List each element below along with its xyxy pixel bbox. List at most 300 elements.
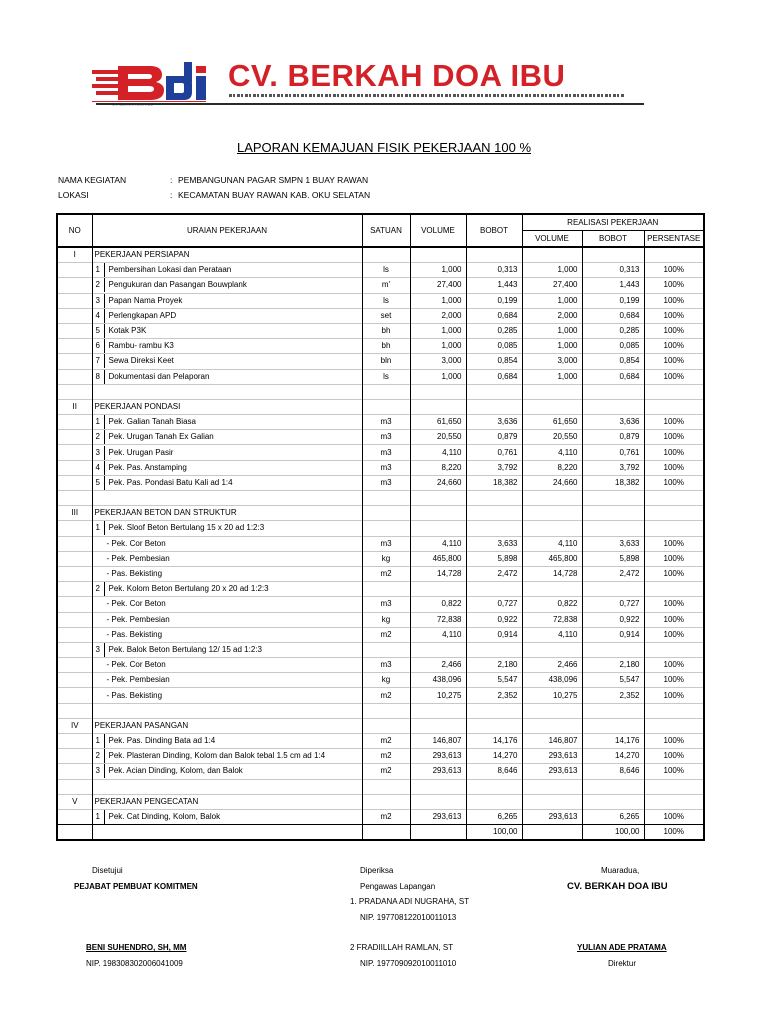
cell-real-volume: 4,110 [522,536,582,551]
header-satuan: SATUAN [362,214,410,247]
cell-persentase: 100% [644,551,704,566]
cell-satuan: kg [362,612,410,627]
cell-real-bobot: 1,443 [582,278,644,293]
cell-volume: 1,000 [410,323,466,338]
cell-volume: 3,000 [410,354,466,369]
cell-no [57,475,92,490]
cell-satuan [362,794,410,809]
cell-volume: 61,650 [410,415,466,430]
table-row [57,749,704,764]
cell-bobot: 5,547 [466,673,522,688]
item-number: 4 [95,309,105,323]
item-text: Perlengkapan APD [108,310,177,320]
cell-uraian [92,779,362,794]
cell-bobot [466,399,522,414]
cell-persentase: 100% [644,475,704,490]
cell-volume: 2,466 [410,658,466,673]
table-row [57,658,704,673]
header-volume: VOLUME [410,214,466,247]
cell-persentase: 100% [644,536,704,551]
cell-satuan: bln [362,354,410,369]
cell-persentase: 100% [644,445,704,460]
cell-bobot: 0,761 [466,445,522,460]
cell-real-volume [522,718,582,733]
cell-bobot [466,491,522,506]
table-row [57,718,704,733]
cell-no: III [57,506,92,521]
cell-real-bobot: 18,382 [582,475,644,490]
cell-persentase [644,794,704,809]
cell-uraian [92,339,362,354]
cell-uraian [92,582,362,597]
cell-persentase: 100% [644,339,704,354]
cell-persentase: 100% [644,658,704,673]
cell-uraian [92,308,362,323]
cell-persentase [644,384,704,399]
cell-no [57,734,92,749]
cell-satuan: ls [362,369,410,384]
cell-real-volume: 438,096 [522,673,582,688]
table-row [57,764,704,779]
cell-no [57,369,92,384]
cell-uraian [92,369,362,384]
table-row [57,566,704,581]
cell-satuan: m' [362,278,410,293]
item-text: Pengukuran dan Pasangan Bouwplank [108,280,247,290]
cell-satuan [362,491,410,506]
cell-uraian: - Pek. Pembesian [92,673,362,688]
item-text: Pek. Sloof Beton Bertulang 15 x 20 ad 1:2:3 [108,523,265,533]
cell-uraian: - Pas. Bekisting [92,627,362,642]
cell-no [57,536,92,551]
cell-real-volume: 8,220 [522,460,582,475]
item-number: 1 [95,415,105,429]
cell-uraian [92,521,362,536]
company-logo [92,60,212,106]
cell-persentase [644,718,704,733]
cell-volume [410,718,466,733]
cell-no [57,430,92,445]
item-text: Pek. Acian Dinding, Kolom, dan Balok [108,766,243,776]
cell-real-volume: 61,650 [522,415,582,430]
cell-uraian [92,354,362,369]
cell-real-bobot: 0,854 [582,354,644,369]
cell-uraian: PEKERJAAN BETON DAN STRUKTUR [92,506,362,521]
cell-real-bobot: 0,922 [582,612,644,627]
cell-satuan: m2 [362,734,410,749]
cell-persentase: 100% [644,263,704,278]
cell-real-volume [522,582,582,597]
cell-satuan: ls [362,293,410,308]
company-address-line [229,94,624,97]
cell-real-bobot: 5,547 [582,673,644,688]
item-text: Pek. Pas. Dinding Bata ad 1:4 [108,736,216,746]
sig-left-name: BENI SUHENDRO, SH, MM [86,943,187,952]
cell-real-bobot: 0,313 [582,263,644,278]
table-row [57,278,704,293]
item-number: 3 [95,294,105,308]
cell-bobot [466,718,522,733]
cell-volume: 20,550 [410,430,466,445]
cell-volume: 14,728 [410,566,466,581]
table-row [57,263,704,278]
cell-real-volume: 465,800 [522,551,582,566]
sig-mid-nip1: NIP. 197708122010011013 [360,913,457,922]
cell-real-volume: 2,466 [522,658,582,673]
cell-bobot: 8,646 [466,764,522,779]
cell-satuan: m3 [362,658,410,673]
header-bobot: BOBOT [466,214,522,247]
cell-persentase [644,521,704,536]
cell-bobot [466,779,522,794]
cell-satuan: m2 [362,627,410,642]
cell-real-volume: 0,822 [522,597,582,612]
item-text: Pek. Pas. Pondasi Batu Kali ad 1:4 [108,477,233,487]
item-number: 6 [95,339,105,353]
cell-satuan: bh [362,323,410,338]
cell-real-bobot [582,582,644,597]
cell-volume: 4,110 [410,627,466,642]
sig-right-title: Direktur [608,959,637,968]
cell-real-bobot: 14,176 [582,734,644,749]
cell-no [57,749,92,764]
cell-volume: 4,110 [410,536,466,551]
cell-satuan [362,399,410,414]
cell-bobot: 0,879 [466,430,522,445]
cell-persentase: 100% [644,825,704,841]
cell-no [57,779,92,794]
company-name: CV. BERKAH DOA IBU [228,58,566,93]
cell-volume [410,825,466,841]
cell-uraian: - Pas. Bekisting [92,566,362,581]
cell-bobot: 0,854 [466,354,522,369]
cell-real-bobot [582,399,644,414]
cell-persentase: 100% [644,749,704,764]
cell-uraian: PEKERJAAN PERSIAPAN [92,247,362,263]
cell-uraian [92,293,362,308]
cell-uraian [92,415,362,430]
cell-bobot [466,247,522,263]
sig-mid-role: Diperiksa [360,866,394,875]
cell-uraian: - Pek. Pembesian [92,551,362,566]
cell-uraian [92,445,362,460]
cell-no [57,491,92,506]
cell-no [57,415,92,430]
cell-real-bobot [582,247,644,263]
cell-uraian: PEKERJAAN PONDASI [92,399,362,414]
cell-real-volume [522,521,582,536]
cell-persentase [644,779,704,794]
cell-bobot: 1,443 [466,278,522,293]
cell-real-volume [522,399,582,414]
cell-real-volume: 293,613 [522,764,582,779]
cell-bobot: 2,180 [466,658,522,673]
table-row [57,323,704,338]
meta-label-lokasi: LOKASI [58,190,89,200]
meta-colon: : [170,175,173,185]
table-row [57,293,704,308]
cell-no [57,354,92,369]
cell-volume: 438,096 [410,673,466,688]
table-row [57,612,704,627]
cell-volume: 1,000 [410,339,466,354]
cell-no [57,263,92,278]
cell-volume: 1,000 [410,293,466,308]
cell-real-volume: 4,110 [522,627,582,642]
meta-colon: : [170,190,173,200]
cell-bobot: 100,00 [466,825,522,841]
cell-volume: 146,807 [410,734,466,749]
cell-real-volume: 1,000 [522,369,582,384]
cell-no [57,612,92,627]
cell-satuan [362,247,410,263]
cell-no [57,566,92,581]
cell-persentase: 100% [644,566,704,581]
cell-volume: 293,613 [410,764,466,779]
cell-real-bobot [582,521,644,536]
cell-no [57,339,92,354]
table-row [57,475,704,490]
cell-volume: 1,000 [410,369,466,384]
cell-persentase: 100% [644,673,704,688]
progress-table [56,213,705,841]
cell-real-volume [522,506,582,521]
cell-satuan [362,384,410,399]
cell-uraian: - Pek. Pembesian [92,612,362,627]
cell-bobot [466,642,522,657]
cell-persentase [644,247,704,263]
cell-satuan [362,506,410,521]
cell-persentase [644,703,704,718]
cell-bobot: 14,176 [466,734,522,749]
item-text: Pek. Cat Dinding, Kolom, Balok [108,812,221,822]
cell-persentase: 100% [644,597,704,612]
cell-persentase: 100% [644,354,704,369]
table-row [57,794,704,809]
cell-uraian [92,764,362,779]
cell-uraian [92,278,362,293]
cell-uraian: - Pek. Cor Beton [92,597,362,612]
cell-no [57,521,92,536]
item-number: 1 [95,521,105,535]
item-number: 2 [95,582,105,596]
cell-real-bobot: 5,898 [582,551,644,566]
cell-volume [410,399,466,414]
cell-no [57,627,92,642]
cell-real-volume [522,642,582,657]
cell-uraian [92,263,362,278]
cell-volume [410,794,466,809]
cell-no [57,764,92,779]
item-text: Pek. Balok Beton Bertulang 12/ 15 ad 1:2:3 [108,644,262,654]
cell-real-bobot [582,384,644,399]
item-number: 1 [95,810,105,824]
table-row [57,597,704,612]
cell-bobot: 3,636 [466,415,522,430]
table-row [57,384,704,399]
cell-uraian: PEKERJAAN PENGECATAN [92,794,362,809]
sig-right-role: Muaradua, [601,866,640,875]
cell-satuan: m3 [362,445,410,460]
table-row [57,673,704,688]
cell-uraian [92,491,362,506]
cell-bobot: 3,633 [466,536,522,551]
cell-volume: 8,220 [410,460,466,475]
table-row [57,582,704,597]
cell-bobot: 0,313 [466,263,522,278]
cell-persentase [644,491,704,506]
cell-real-volume: 1,000 [522,323,582,338]
item-number: 3 [95,643,105,657]
cell-satuan [362,521,410,536]
cell-real-bobot [582,506,644,521]
cell-real-volume: 20,550 [522,430,582,445]
cell-uraian: PEKERJAAN PASANGAN [92,718,362,733]
table-row [57,308,704,323]
cell-real-bobot: 2,180 [582,658,644,673]
cell-bobot [466,703,522,718]
cell-bobot [466,521,522,536]
item-number: 2 [95,278,105,292]
item-number: 1 [95,263,105,277]
cell-bobot: 5,898 [466,551,522,566]
cell-no [57,551,92,566]
cell-satuan: m3 [362,430,410,445]
cell-real-volume [522,247,582,263]
cell-real-bobot: 0,199 [582,293,644,308]
cell-satuan: m2 [362,749,410,764]
table-row [57,688,704,703]
cell-no [57,384,92,399]
table-row [57,825,704,841]
cell-real-volume: 293,613 [522,749,582,764]
cell-volume [410,521,466,536]
cell-real-bobot: 0,285 [582,323,644,338]
cell-volume: 24,660 [410,475,466,490]
cell-bobot [466,794,522,809]
letterhead-rule [96,103,644,105]
cell-no [57,658,92,673]
cell-persentase: 100% [644,278,704,293]
cell-satuan [362,825,410,841]
table-row [57,369,704,384]
cell-real-volume: 146,807 [522,734,582,749]
cell-uraian: - Pas. Bekisting [92,688,362,703]
cell-real-volume: 293,613 [522,809,582,824]
cell-uraian [92,323,362,338]
cell-real-bobot [582,779,644,794]
cell-bobot [466,384,522,399]
table-row [57,399,704,414]
cell-persentase: 100% [644,809,704,824]
cell-no [57,460,92,475]
cell-satuan: m2 [362,809,410,824]
table-row [57,809,704,824]
cell-persentase: 100% [644,415,704,430]
cell-real-volume: 27,400 [522,278,582,293]
cell-no: I [57,247,92,263]
item-number: 5 [95,324,105,338]
cell-no [57,809,92,824]
sig-right-name: YULIAN ADE PRATAMA [577,943,667,952]
cell-persentase [644,399,704,414]
cell-real-bobot: 8,646 [582,764,644,779]
cell-bobot: 0,684 [466,369,522,384]
cell-satuan [362,779,410,794]
table-row [57,551,704,566]
table-row [57,354,704,369]
cell-real-volume: 2,000 [522,308,582,323]
cell-volume: 465,800 [410,551,466,566]
cell-bobot: 0,922 [466,612,522,627]
cell-uraian [92,460,362,475]
cell-no [57,293,92,308]
cell-real-bobot: 0,879 [582,430,644,445]
header-realisasi-bobot: BOBOT [582,231,644,248]
cell-persentase: 100% [644,308,704,323]
cell-real-bobot: 0,761 [582,445,644,460]
header-realisasi-volume: VOLUME [522,231,582,248]
cell-uraian [92,384,362,399]
cell-persentase [644,582,704,597]
cell-bobot: 6,265 [466,809,522,824]
table-row [57,536,704,551]
table-row [57,491,704,506]
item-text: Pek. Kolom Beton Bertulang 20 x 20 ad 1:2:3 [108,584,269,594]
cell-no: II [57,399,92,414]
cell-satuan: m2 [362,566,410,581]
cell-real-bobot: 100,00 [582,825,644,841]
cell-real-bobot: 0,684 [582,369,644,384]
cell-real-bobot: 0,684 [582,308,644,323]
cell-bobot: 0,684 [466,308,522,323]
cell-uraian [92,749,362,764]
table-row [57,627,704,642]
sig-mid-org: Pengawas Lapangan [360,882,436,891]
item-number: 8 [95,370,105,384]
cell-real-bobot: 0,085 [582,339,644,354]
cell-bobot [466,582,522,597]
cell-volume: 293,613 [410,809,466,824]
cell-no [57,673,92,688]
cell-no: IV [57,718,92,733]
cell-no [57,278,92,293]
item-text: Rambu- rambu K3 [108,341,174,351]
table-row [57,642,704,657]
cell-real-volume: 14,728 [522,566,582,581]
cell-volume: 2,000 [410,308,466,323]
cell-no [57,308,92,323]
cell-uraian [92,703,362,718]
item-number: 2 [95,430,105,444]
cell-uraian: - Pek. Cor Beton [92,536,362,551]
header-no: NO [57,214,92,247]
cell-satuan: ls [362,263,410,278]
header-uraian: URAIAN PEKERJAAN [92,214,362,247]
cell-bobot: 18,382 [466,475,522,490]
item-text: Dokumentasi dan Pelaporan [108,371,210,381]
cell-real-volume: 1,000 [522,339,582,354]
cell-bobot [466,506,522,521]
header-realisasi-persentase: PERSENTASE [644,231,704,248]
cell-bobot: 0,914 [466,627,522,642]
table-row [57,460,704,475]
cell-satuan: m2 [362,688,410,703]
item-number: 3 [95,764,105,778]
cell-no [57,688,92,703]
table-row [57,779,704,794]
item-number: 3 [95,446,105,460]
